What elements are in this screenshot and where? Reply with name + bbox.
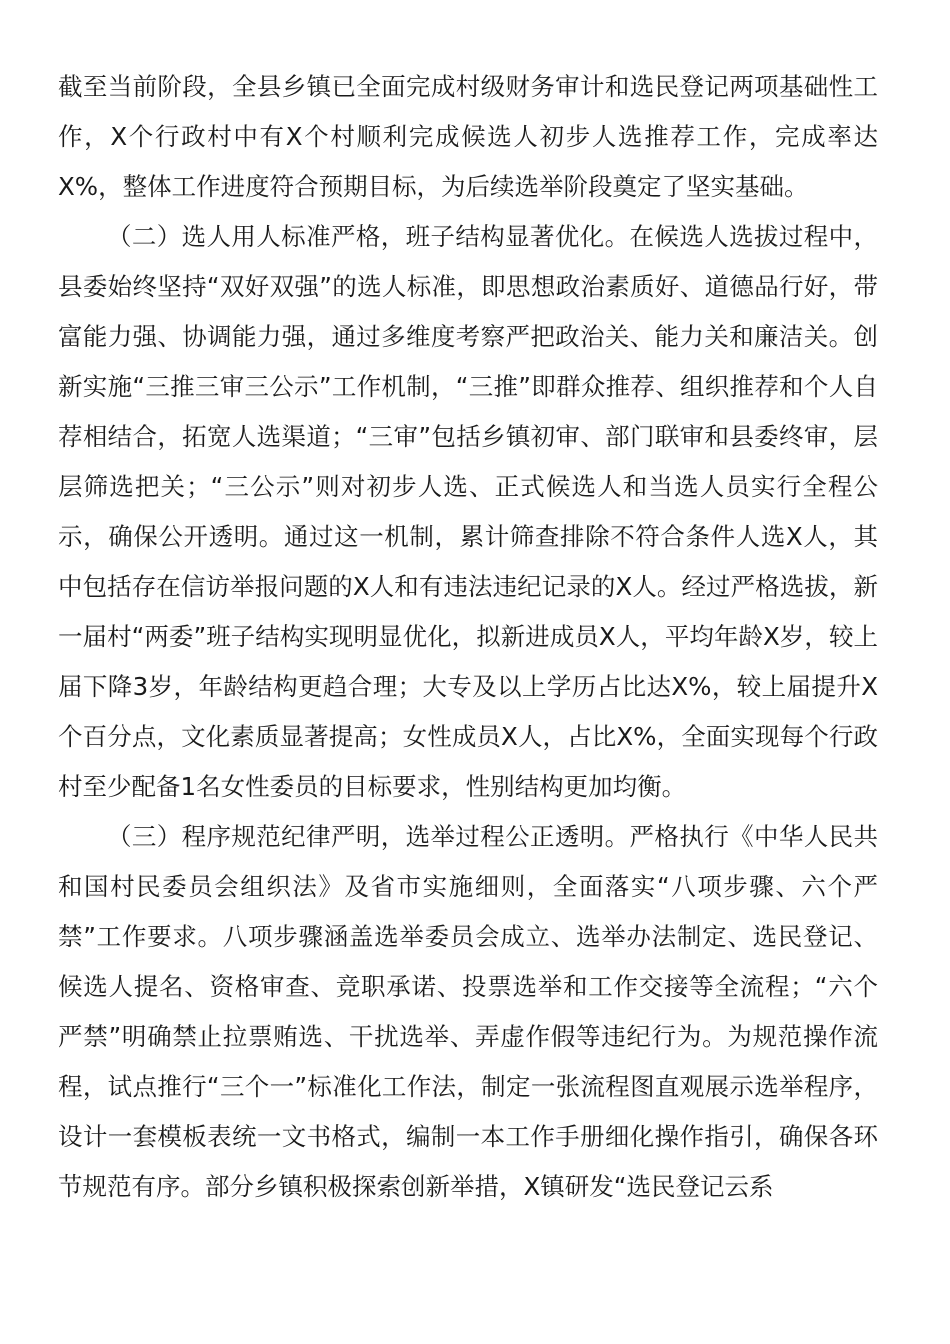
paragraph-continuation: 截至当前阶段，全县乡镇已全面完成村级财务审计和选民登记两项基础性工作，X个行政村中有X个村顺利完成候选人初步人选推荐工作，完成率达X%，整体工作进度符合预期目标，为后续选举阶段奠定了坚实基础。	[58, 72, 878, 201]
paragraph-section-two: （二）选人用人标准严格，班子结构显著优化。在候选人选拔过程中，县委始终坚持“双好双强”的选人标准，即思想政治素质好、道德品行好，带富能力强、协调能力强，通过多维度考察严把政治关、能力关和廉洁关。创新实施“三推三审三公示”工作机制，“三推”即群众推荐、组织推荐和个人自荐相结合，拓宽人选渠道；“三审”包括乡镇初审、部门联审和县委终审，层层筛选把关；“三公示”则对初步人选、正式候选人和当选人员实行全程公示，确保公开透明。通过这一机制，累计筛查排除不符合条件人选X人，其中包括存在信访举报问题的X人和有违法违纪记录的X人。经过严格选拔，新一届村“两委”班子结构实现明显优化，拟新进成员X人，平均年龄X岁，较上届下降3岁，年龄结构更趋合理；大专及以上学历占比达X%，较上届提升X个百分点，文化素质显著提高；女性成员X人，占比X%，全面实现每个行政村至少配备1名女性委员的目标要求，性别结构更加均衡。	[58, 222, 878, 801]
document-body	[58, 62, 878, 1212]
paragraph-section-three: （三）程序规范纪律严明，选举过程公正透明。严格执行《中华人民共和国村民委员会组织法》及省市实施细则，全面落实“八项步骤、六个严禁”工作要求。八项步骤涵盖选举委员会成立、选举办法制定、选民登记、候选人提名、资格审查、竞职承诺、投票选举和工作交接等全流程；“六个严禁”明确禁止拉票贿选、干扰选举、弄虚作假等违纪行为。为规范操作流程，试点推行“三个一”标准化工作法，制定一张流程图直观展示选举程序，设计一套模板表统一文书格式，编制一本工作手册细化操作指引，确保各环节规范有序。部分乡镇积极探索创新举措，X镇研发“选民登记云系	[58, 822, 878, 1201]
